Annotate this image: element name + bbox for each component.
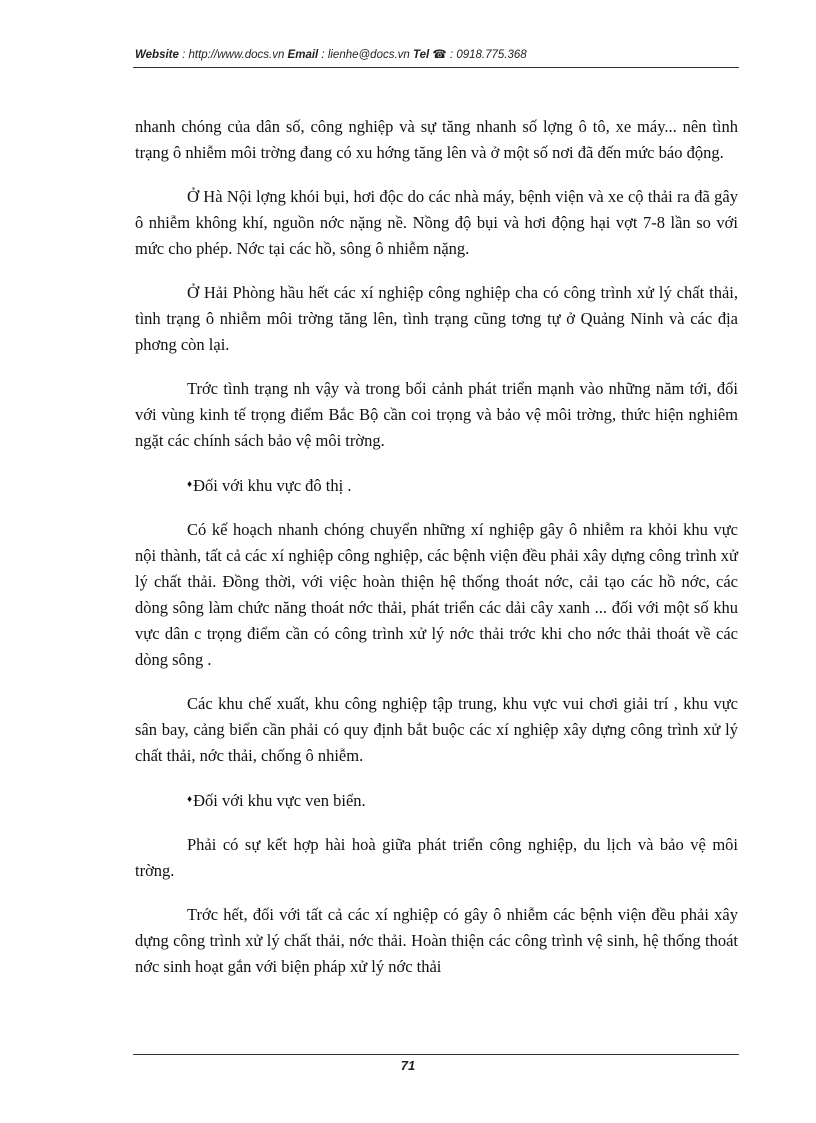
page-header [135,47,735,61]
bullet-heading-urban [135,472,738,499]
email-value: : lienhe@docs.vn [318,49,414,61]
paragraph: Trớc tình trạng nh vậy và trong bối cảnh phát triển mạnh vào những năm tới, đối với vùng kinh tế trọng điểm Bắc Bộ cần coi trọng và bảo vệ môi trờng, thức hiện nghiêm ngặt các chính sách bảo vệ môi trờng. [135,379,738,450]
paragraph: Ở Hà Nội lợng khói bụi, hơi độc do các nhà máy, bệnh viện và xe cộ thải ra đã gây ô nhiễm không khí, nguồn nớc nặng nề. Nồng độ bụi và hơi động hại vợt 7-8 lần so với mức cho phép. Nớc tại các hồ, sông ô nhiễm nặng. [135,187,738,258]
document-body [135,114,738,998]
header-divider [133,67,739,68]
email-label: Email [287,49,319,61]
phone-icon: ☎ [432,49,447,61]
diamond-bullet-icon: ♦ [187,479,193,490]
website-label: Website [135,49,179,61]
paragraph: nhanh chóng của dân số, công nghiệp và sự tăng nhanh số lợng ô tô, xe máy... nên tình trạng ô nhiễm môi trờng đang có xu hớng tăng lên và ở một số nơi đã đến mức báo động. [135,117,738,162]
tel-label: Tel [413,49,430,61]
paragraph: Ở Hải Phòng hầu hết các xí nghiệp công nghiệp cha có công trình xử lý chất thải, tình trạng ô nhiễm môi trờng tăng lên, tình trạng cũng tơng tự ở Quảng Ninh và các địa phơng còn lại. [135,283,738,354]
bullet-heading-text: Đối với khu vực đô thị . [193,476,352,495]
diamond-bullet-icon: ♦ [187,794,193,805]
tel-value: : 0918.775.368 [446,49,527,61]
paragraph: Các khu chế xuất, khu công nghiệp tập trung, khu vực vui chơi giải trí , khu vực sân bay, cảng biển cần phải có quy định bắt buộc các xí nghiệp xây dựng công trình xử lý chất thải, nớc thải, chống ô nhiễm. [135,694,738,765]
bullet-heading-text: Đối với khu vực ven biển. [193,791,366,810]
paragraph: Phải có sự kết hợp hài hoà giữa phát triển công nghiệp, du lịch và bảo vệ môi trờng. [135,835,738,880]
paragraph: Trớc hết, đối với tất cả các xí nghiệp có gây ô nhiễm các bệnh viện đều phải xây dựng công trình xử lý chất thải, nớc thải. Hoàn thiện các công trình vệ sinh, hệ thống thoát nớc sinh hoạt gắn với biện pháp xử lý nớc thải [135,905,738,976]
page-number: 71 [400,1058,416,1073]
bullet-heading-coastal [135,787,738,814]
paragraph: Có kế hoạch nhanh chóng chuyển những xí nghiệp gây ô nhiễm ra khỏi khu vực nội thành, tất cả các xí nghiệp công nghiệp, các bệnh viện đều phải xây dựng công trình xử lý chất thải. Đồng thời, với việc hoàn thiện hệ thống thoát nớc, cải tạo các hồ nớc, các dòng sông làm chức năng thoát nớc thải, phát triển các dải cây xanh ... đối với một số khu vực dân c trọng điểm cần có công trình xử lý nớc thải trớc khi cho nớc thải thoát về các dòng sông . [135,520,738,669]
website-value: : http://www.docs.vn [178,49,288,61]
footer-divider [133,1054,739,1055]
